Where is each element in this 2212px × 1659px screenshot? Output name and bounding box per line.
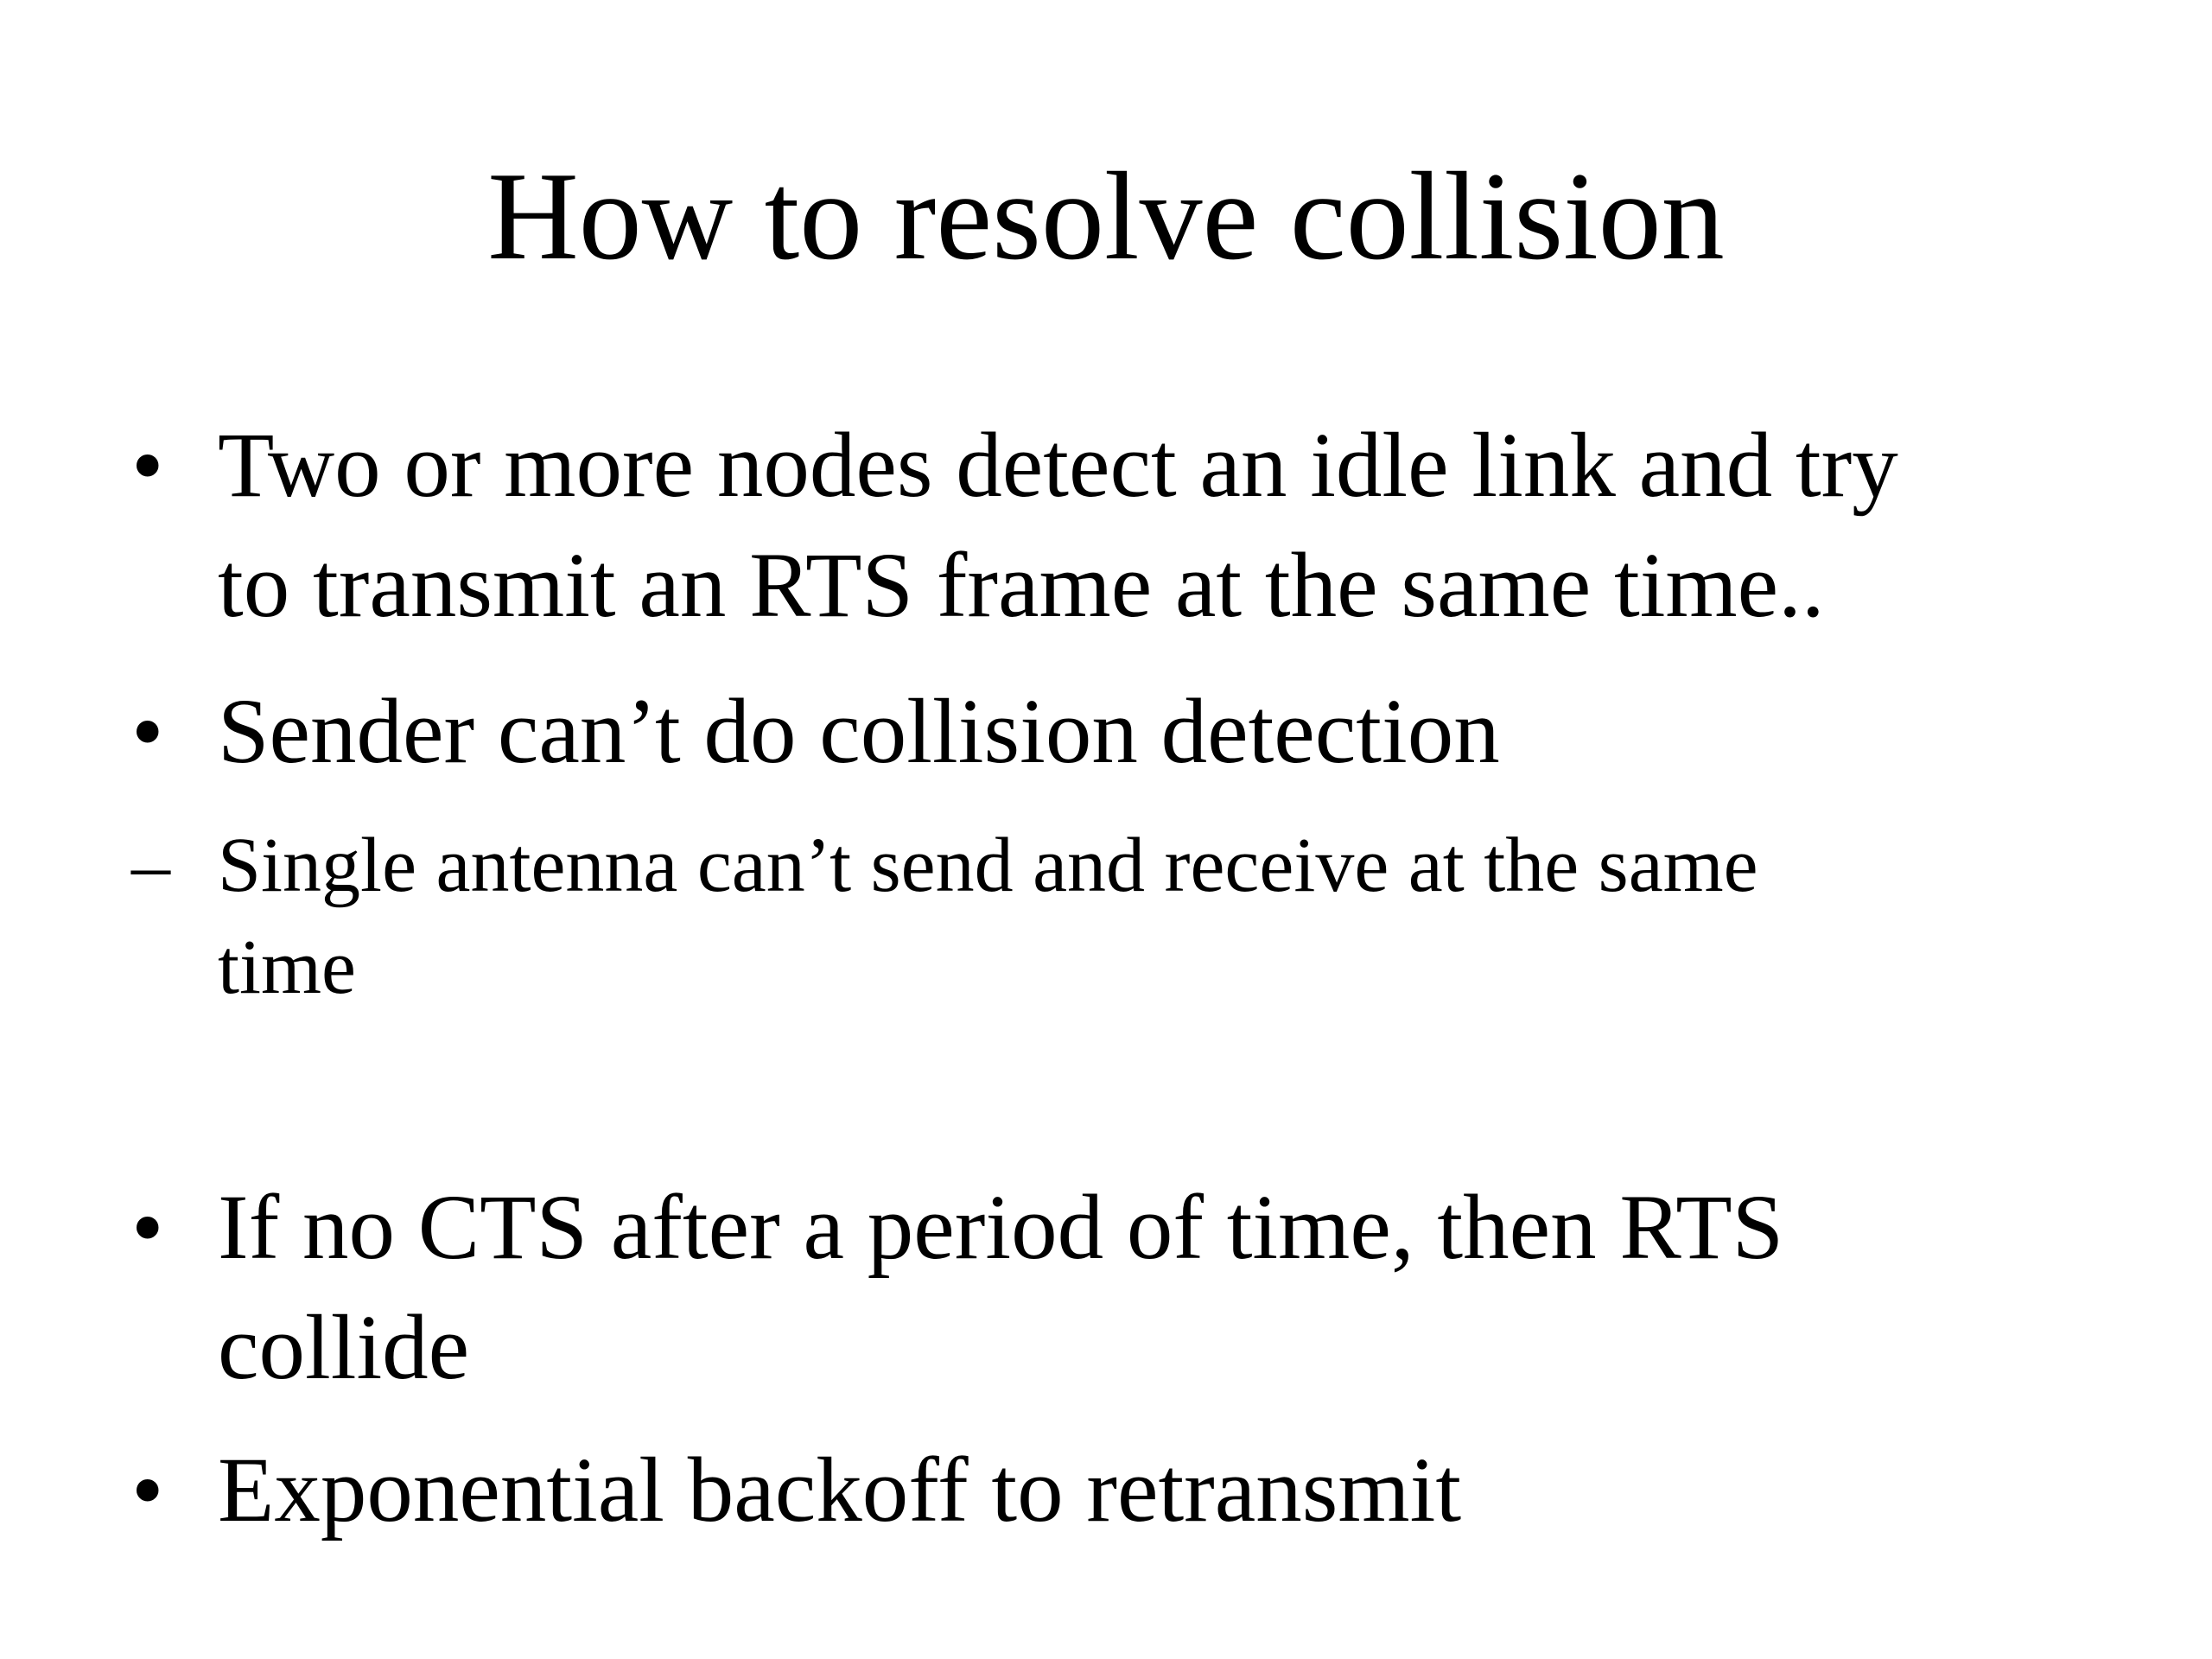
bullet-line: time	[218, 925, 356, 1010]
bullet-line: collide	[218, 1297, 470, 1399]
bullet-line: If no CTS after a period of time, then RTS	[218, 1177, 1784, 1279]
bullet-text	[218, 672, 2119, 792]
bullet-line: Exponential backoff to retransmit	[218, 1440, 1462, 1541]
bullet-line: to transmit an RTS frame at the same time..	[218, 535, 1825, 637]
bullet-text	[218, 1431, 2119, 1551]
bullet-marker: •	[131, 681, 164, 783]
bullet-text	[218, 1168, 2119, 1408]
bullet-marker: •	[131, 1440, 164, 1541]
bullet-marker: •	[131, 415, 164, 517]
sub-bullet-marker: –	[131, 823, 170, 908]
bullet-line: Two or more nodes detect an idle link and try	[218, 415, 1898, 517]
slide-title: How to resolve collision	[487, 146, 1725, 286]
bullet-line: Sender can’t do collision detection	[218, 681, 1500, 783]
sub-bullet-text	[218, 815, 2119, 1019]
bullet-line: Single antenna can’t send and receive at the same	[218, 823, 1758, 908]
bullet-text	[218, 406, 2119, 646]
bullet-marker: •	[131, 1177, 164, 1279]
